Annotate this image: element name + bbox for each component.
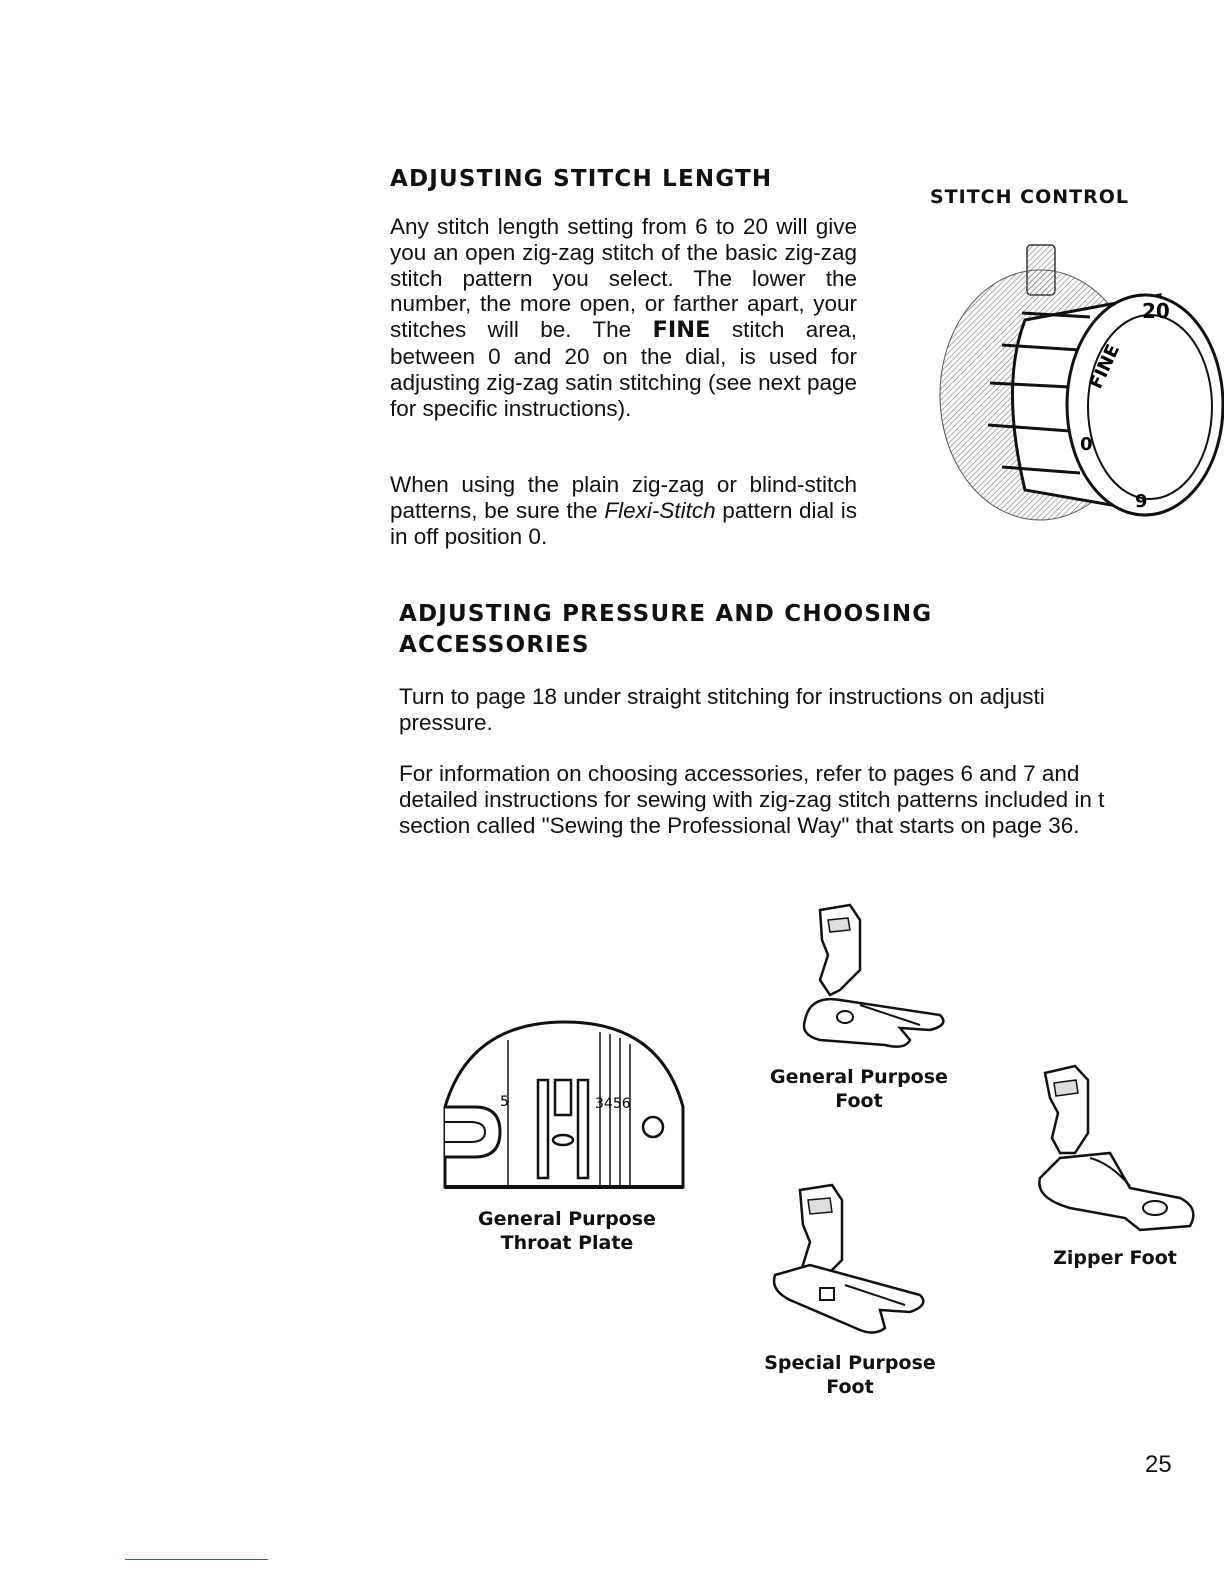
- flexi-text-b: pattern dial is in off position 0.: [390, 497, 857, 549]
- stitch-control-dial-illustration: [930, 235, 1224, 525]
- throat-plate-caption-2: Throat Plate: [500, 1231, 634, 1254]
- needle-hole: [553, 1135, 573, 1145]
- pressure-paragraph: [399, 684, 1045, 736]
- flexi-stitch-paragraph: [390, 472, 857, 549]
- special-purpose-foot-caption: [740, 1352, 960, 1399]
- plate-mark-5: 5: [500, 1094, 509, 1110]
- dial-number-20: 20: [1142, 299, 1170, 323]
- feed-dog-slot-left: [538, 1080, 548, 1178]
- feed-dog-slot-right: [578, 1080, 588, 1178]
- throat-plate-slot: [445, 1107, 500, 1157]
- section-heading-pressure-accessories: [399, 599, 932, 661]
- needle-slot: [555, 1080, 571, 1115]
- zipper-foot-caption: Zipper Foot: [1053, 1247, 1177, 1269]
- dial-face: [1067, 295, 1223, 515]
- stitch-length-paragraph: [390, 214, 857, 421]
- accessories-line-2: detailed instructions for sewing with zig-zag stitch patterns included in t: [399, 786, 1105, 812]
- heading-line-1: ADJUSTING PRESSURE AND CHOOSING: [399, 601, 933, 627]
- bottom-rule: [125, 1559, 268, 1560]
- flexi-stitch-term: Flexi-Stitch: [604, 497, 716, 523]
- stitch-control-label: STITCH CONTROL: [930, 186, 1129, 208]
- special-foot-caption-1: Special Purpose: [764, 1352, 936, 1374]
- stitch-length-text-b: stitch area, between 0 and 20 on the dial, is used for adjusting zig-zag satin stitching (see next page for specific instructions).: [390, 317, 857, 421]
- throat-plate-illustration: [440, 1012, 690, 1192]
- plate-mark-3456: 3456: [595, 1096, 631, 1112]
- general-foot-caption-2: Foot: [835, 1089, 883, 1112]
- throat-plate-caption-1: General Purpose: [478, 1208, 656, 1230]
- pressure-line-2: pressure.: [399, 709, 493, 735]
- special-foot-caption-2: Foot: [826, 1375, 874, 1398]
- general-foot-caption-1: General Purpose: [770, 1066, 948, 1088]
- dial-number-9: 9: [1135, 491, 1148, 512]
- zipper-foot-illustration: [1030, 1058, 1205, 1238]
- accessories-paragraph: [399, 761, 1104, 838]
- fine-keyword: FINE: [652, 317, 711, 344]
- dial-fine-label: FINE: [1085, 341, 1125, 393]
- page-number: 25: [1145, 1451, 1172, 1478]
- general-purpose-foot-caption: [749, 1066, 969, 1113]
- general-purpose-foot-illustration: [800, 900, 950, 1055]
- special-purpose-foot-illustration: [770, 1180, 930, 1340]
- stitch-length-text-a: Any stitch length setting from 6 to 20 will give you an open zig-zag stitch of the basic zig-zag stitch pattern you select. The lower the number, the more open, or farther apart, your stitches will be. The: [390, 214, 857, 343]
- flexi-text-a: When using the plain zig-zag or blind-stitch patterns, be sure the: [390, 472, 857, 523]
- throat-plate-caption: [457, 1208, 677, 1255]
- accessories-line-1: For information on choosing accessories, refer to pages 6 and 7 and: [399, 761, 1080, 786]
- heading-line-2: ACCESSORIES: [399, 632, 590, 658]
- dial-number-0: 0: [1080, 434, 1093, 455]
- section-heading-stitch-length: ADJUSTING STITCH LENGTH: [390, 166, 773, 192]
- plate-screw-hole: [643, 1117, 663, 1137]
- pressure-line-1: Turn to page 18 under straight stitching for instructions on adjusti: [399, 684, 1045, 709]
- accessories-line-3: section called "Sewing the Professional Way" that starts on page 36.: [399, 812, 1080, 838]
